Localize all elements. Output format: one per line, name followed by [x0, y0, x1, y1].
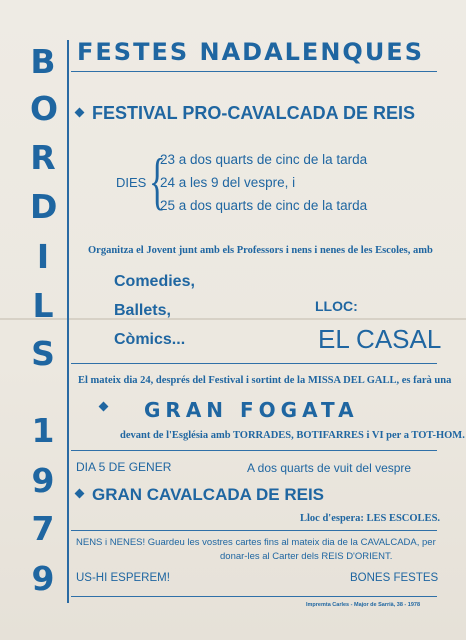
gener-time: A dos quarts de vuit del vespre	[247, 461, 412, 475]
act-item: Còmics...	[114, 331, 186, 348]
date-line: 23 a dos quarts de cinc de la tarda	[160, 152, 368, 167]
vertical-rule	[67, 40, 69, 603]
organizer-line: Organitza el Jovent junt amb els Professors i nens i nenes de les Escoles, amb	[88, 245, 433, 256]
divider	[71, 450, 437, 451]
cavalcada-text: GRAN CAVALCADA DE REIS	[92, 485, 325, 504]
side-year-digit: 1	[31, 411, 55, 450]
festival-heading	[76, 103, 415, 124]
nens-line: donar-les al Carter dels REIS D'ORIENT.	[220, 551, 393, 562]
side-letter: B	[30, 42, 56, 81]
mass-line: El mateix dia 24, després del Festival i sortint de la MISSA DEL GALL, es farà una	[78, 375, 452, 386]
page-title: FESTES NADALENQUES	[77, 38, 424, 66]
gener-date: DIA 5 DE GENER	[76, 460, 172, 474]
act-item: Comedies,	[114, 273, 195, 290]
cavalcada-heading	[76, 485, 324, 505]
festival-text: FESTIVAL PRO-CAVALCADA DE REIS	[92, 103, 416, 123]
divider	[71, 596, 437, 597]
nens-line: NENS i NENES! Guardeu les vostres cartes fins al mateix dia de la CAVALCADA, per	[76, 537, 436, 548]
divider	[71, 363, 437, 364]
diamond-bullet-icon	[75, 489, 85, 499]
fogata-line: devant de l'Església amb TORRADES, BOTIFARRES i VI per a TOT-HOM.	[120, 430, 465, 441]
divider	[71, 71, 437, 72]
dies-label: DIES	[116, 175, 147, 190]
act-item: Ballets,	[114, 302, 171, 319]
fogata-heading	[100, 397, 116, 420]
side-letter: D	[30, 187, 58, 226]
side-letter: S	[31, 334, 55, 373]
side-letter: O	[30, 89, 59, 128]
printer-credit: Impremta Carles - Major de Sarrià, 38 - 1978	[306, 602, 421, 608]
lloc-label: LLOC:	[315, 298, 358, 314]
fogata-title: GRAN FOGATA	[144, 398, 359, 422]
side-year-digit: 9	[31, 461, 55, 500]
side-year-digit: 7	[31, 509, 55, 548]
side-letter: L	[32, 286, 54, 325]
divider	[71, 530, 437, 531]
brace-icon: {	[148, 145, 166, 216]
side-letter: R	[30, 138, 56, 177]
lloc-value: EL CASAL	[318, 324, 442, 354]
bones-festes-text: BONES FESTES	[350, 572, 439, 584]
espera-line: Lloc d'espera: LES ESCOLES.	[300, 513, 441, 524]
date-line: 24 a les 9 del vespre, i	[160, 175, 296, 190]
diamond-bullet-icon	[75, 107, 85, 117]
side-year-digit: 9	[31, 559, 55, 598]
date-line: 25 a dos quarts de cinc de la tarda	[160, 198, 368, 213]
esperem-text: US-HI ESPEREM!	[76, 572, 170, 584]
side-letter: I	[36, 237, 50, 276]
diamond-bullet-icon	[99, 402, 109, 412]
